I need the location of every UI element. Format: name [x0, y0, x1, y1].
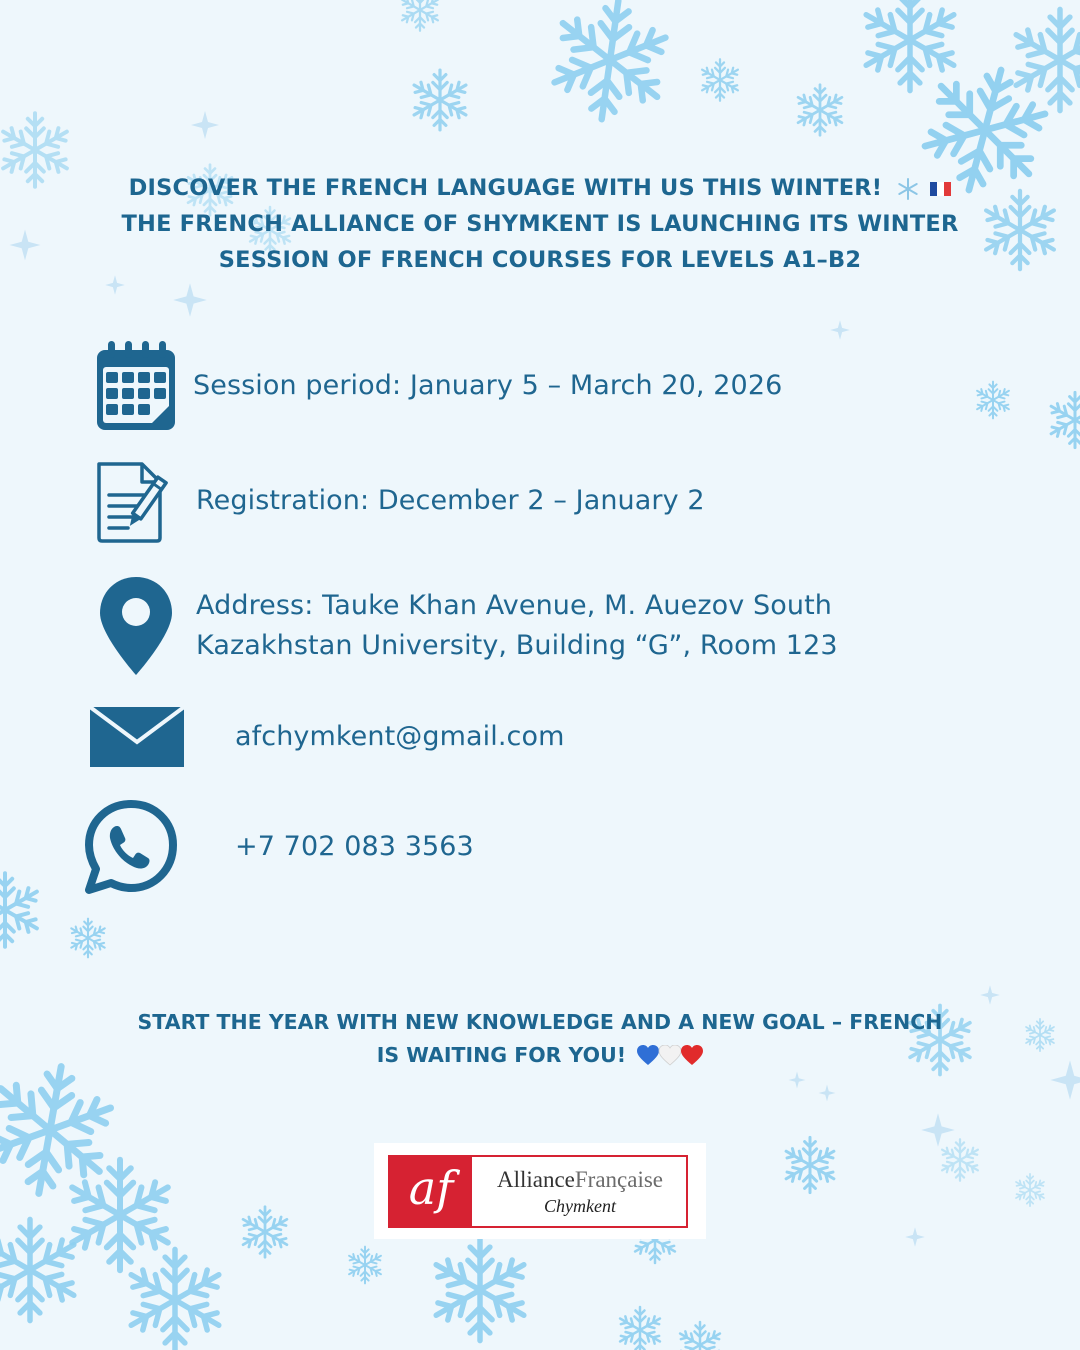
email-link[interactable]: afchymkent@gmail.com [235, 721, 565, 752]
phone-number-link[interactable]: +7 702 083 3563 [235, 831, 474, 862]
headline-line-3: SESSION OF FRENCH COURSES FOR LEVELS A1–B2 [218, 247, 862, 273]
snowflake-emoji-icon [896, 177, 920, 201]
address-row [0, 575, 1080, 675]
logo-city: Chymkent [544, 1196, 616, 1216]
logo-name-part-2: Française [574, 1167, 664, 1192]
logo-name-part-1: Alliance [496, 1167, 575, 1192]
email-row [0, 700, 1080, 800]
closing-line-2: IS WAITING FOR YOU! [376, 1043, 627, 1067]
location-pin-icon [98, 575, 174, 677]
headline-line-2: THE FRENCH ALLIANCE OF SHYMKENT IS LAUNCHING ITS WINTER [121, 211, 959, 237]
headline-line-1: DISCOVER THE FRENCH LANGUAGE WITH US THIS WINTER! [128, 175, 883, 201]
session-period-text: Session period: January 5 – March 20, 2026 [193, 370, 783, 401]
registration-text: Registration: December 2 – January 2 [196, 485, 705, 516]
hearts-emoji-icon [637, 1045, 703, 1067]
logo-mark: af [390, 1157, 472, 1226]
closing-line-1: START THE YEAR WITH NEW KNOWLEDGE AND A NEW GOAL – FRENCH [137, 1010, 943, 1034]
registration-row [0, 458, 1080, 558]
headline [60, 170, 1020, 278]
session-period-row [0, 340, 1080, 440]
envelope-icon [89, 706, 185, 768]
address-line-1: Address: Tauke Khan Avenue, M. Auezov South [196, 590, 832, 621]
calendar-icon [94, 340, 178, 432]
logo-name [480, 1167, 680, 1193]
logo-frame [388, 1155, 688, 1228]
whatsapp-icon [82, 798, 180, 896]
address-line-2: Kazakhstan University, Building “G”, Room 123 [196, 630, 838, 661]
france-flag-icon [930, 182, 951, 196]
document-pen-icon [94, 460, 178, 544]
closing-message [60, 1006, 1020, 1072]
alliance-francaise-logo [374, 1143, 706, 1239]
phone-row [0, 800, 1080, 900]
